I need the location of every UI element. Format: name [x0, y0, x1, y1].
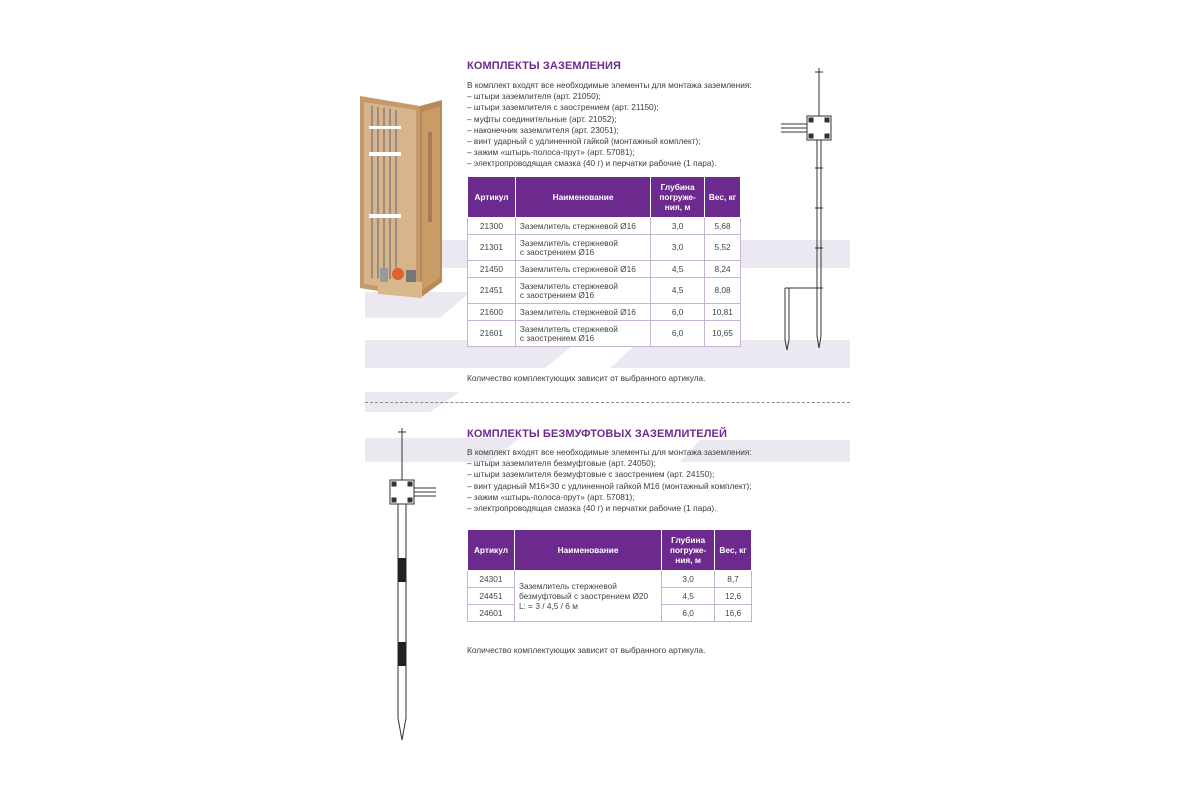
name-line: Заземлитель стержневой	[519, 323, 618, 334]
section2-note: Количество комплектующих зависит от выбранного артикула.	[467, 645, 706, 655]
header-article: Артикул	[468, 530, 515, 571]
depth-cell: 3,0	[651, 218, 705, 235]
rod-diagram-right	[775, 68, 835, 353]
depth-cell: 4,5	[662, 588, 715, 605]
weight-cell: 16,6	[715, 605, 752, 622]
name-cell	[515, 218, 650, 235]
intro-line: – штыри заземлителя безмуфтовые (арт. 24050);	[467, 458, 656, 469]
weight-cell: 8,08	[705, 278, 741, 304]
intro-line: – штыри заземлителя безмуфтовые с заострением (арт. 24150);	[467, 469, 715, 480]
name-line: Заземлитель стержневой	[519, 237, 618, 248]
table-row	[468, 571, 752, 588]
section2-title: КОМПЛЕКТЫ БЕЗМУФТОВЫХ ЗАЗЕМЛИТЕЛЕЙ	[467, 428, 727, 440]
weight-cell: 10,65	[705, 321, 741, 347]
article-cell: 24301	[468, 571, 515, 588]
name-line: Заземлитель стержневой Ø16	[519, 263, 636, 274]
header-depth: Глубина погруже-ния, м	[651, 177, 705, 218]
weight-cell: 8,24	[705, 261, 741, 278]
header-weight: Вес, кг	[705, 177, 741, 218]
intro-line: В комплект входят все необходимые элементы для монтажа заземления:	[467, 80, 752, 90]
name-line: Заземлитель стержневой	[518, 581, 617, 591]
table-row	[468, 261, 741, 278]
depth-cell: 4,5	[651, 261, 705, 278]
intro-line: – зажим «штырь-полоса-прут» (арт. 57081);	[467, 147, 635, 158]
name-line: с заострением Ø16	[519, 246, 595, 257]
kit-spec-table	[467, 176, 741, 347]
name-cell	[515, 261, 650, 278]
table-row	[468, 235, 741, 261]
intro-line: – винт ударный с удлиненной гайкой (монтажный комплект);	[467, 136, 701, 147]
name-line: с заострением Ø16	[519, 332, 595, 343]
intro-line: – штыри заземлителя (арт. 21050);	[467, 91, 601, 102]
section-divider	[365, 402, 850, 403]
intro-line: – зажим «штырь-полоса-прут» (арт. 57081);	[467, 491, 635, 502]
name-line: Заземлитель стержневой Ø16	[519, 306, 636, 317]
name-cell	[515, 278, 650, 304]
depth-cell: 6,0	[651, 321, 705, 347]
table-row	[468, 321, 741, 347]
weight-cell: 12,6	[715, 588, 752, 605]
intro-line: – электропроводящая смазка (40 г) и перчатки рабочие (1 пара).	[467, 503, 717, 514]
header-name: Наименование	[515, 177, 650, 218]
weight-cell: 8,7	[715, 571, 752, 588]
article-cell: 24451	[468, 588, 515, 605]
intro-line: – муфты соединительные (арт. 21052);	[467, 113, 617, 124]
name-line: L: = 3 / 4,5 / 6 м	[518, 601, 578, 611]
section1-intro	[467, 80, 752, 170]
header-article: Артикул	[468, 177, 516, 218]
name-line: безмуфтовый с заострением Ø20	[518, 591, 649, 601]
intro-line: – электропроводящая смазка (40 г) и перчатки рабочие (1 пара).	[467, 158, 717, 169]
depth-cell: 6,0	[662, 605, 715, 622]
article-cell: 21450	[468, 261, 516, 278]
weight-cell: 5,52	[705, 235, 741, 261]
name-line: Заземлитель стержневой Ø16	[519, 220, 636, 231]
depth-cell: 4,5	[651, 278, 705, 304]
section1-title: КОМПЛЕКТЫ ЗАЗЕМЛЕНИЯ	[467, 60, 621, 72]
name-cell	[515, 321, 650, 347]
rod-diagram-left	[380, 428, 440, 743]
weight-cell: 5,68	[705, 218, 741, 235]
intro-line: – наконечник заземлителя (арт. 23051);	[467, 124, 619, 135]
article-cell: 21451	[468, 278, 516, 304]
header-weight: Вес, кг	[715, 530, 752, 571]
name-line: с заострением Ø16	[519, 289, 595, 300]
article-cell: 21301	[468, 235, 516, 261]
table-row	[468, 218, 741, 235]
table-row	[468, 304, 741, 321]
intro-line: – штыри заземлителя с заострением (арт. 21150);	[467, 102, 659, 113]
article-cell: 21601	[468, 321, 516, 347]
article-cell: 24601	[468, 605, 515, 622]
unsleeved-kit-spec-table	[467, 529, 752, 622]
name-cell	[514, 571, 661, 622]
section2-intro	[467, 447, 752, 514]
name-cell	[515, 235, 650, 261]
kit-box-photo	[356, 92, 446, 302]
section1-note: Количество комплектующих зависит от выбранного артикула.	[467, 373, 706, 383]
name-line: Заземлитель стержневой	[519, 280, 618, 291]
weight-cell: 10,81	[705, 304, 741, 321]
depth-cell: 3,0	[651, 235, 705, 261]
intro-line: – винт ударный М16×30 с удлиненной гайкой М16 (монтажный комплект);	[467, 480, 752, 491]
header-name: Наименование	[514, 530, 661, 571]
article-cell: 21600	[468, 304, 516, 321]
name-cell	[515, 304, 650, 321]
depth-cell: 3,0	[662, 571, 715, 588]
intro-line: В комплект входят все необходимые элементы для монтажа заземления:	[467, 447, 752, 457]
table-row	[468, 278, 741, 304]
depth-cell: 6,0	[651, 304, 705, 321]
header-depth: Глубина погруже-ния, м	[662, 530, 715, 571]
article-cell: 21300	[468, 218, 516, 235]
